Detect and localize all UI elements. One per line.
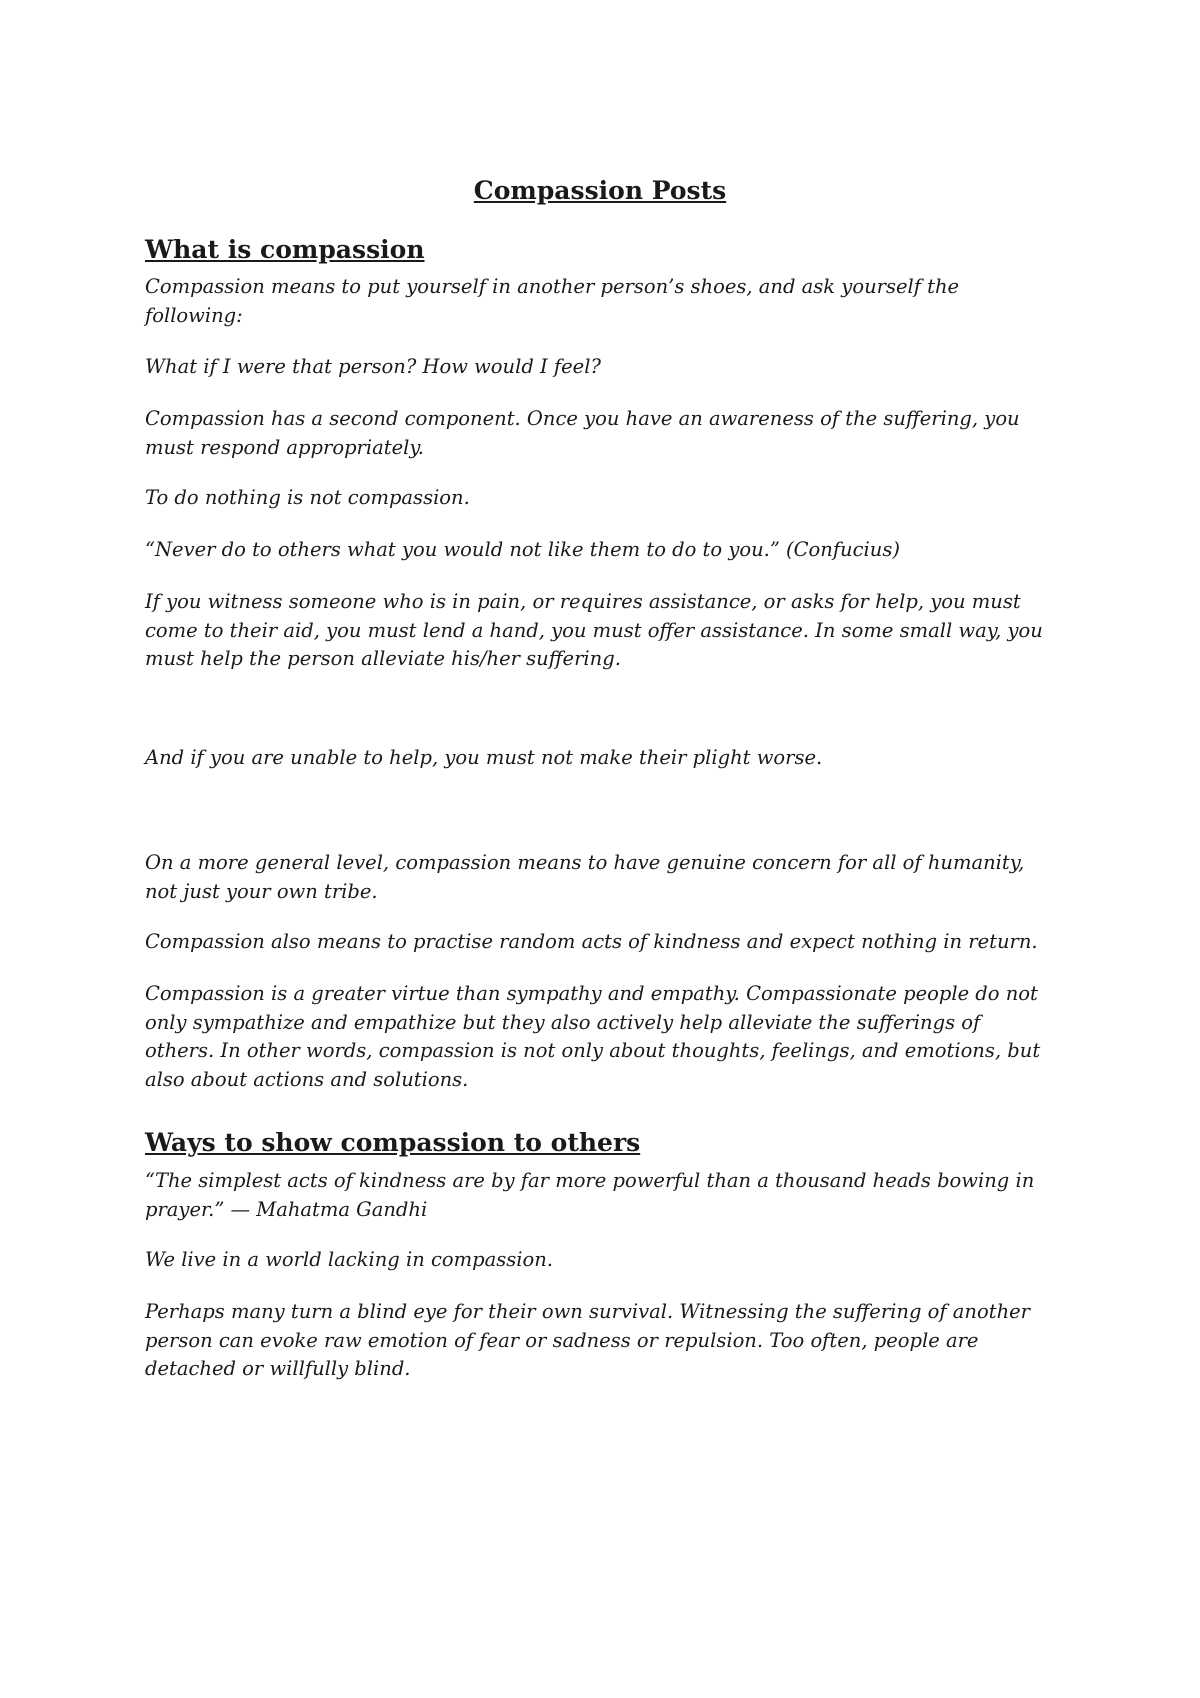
paragraph — [145, 405, 1055, 462]
paragraph-line: only sympathize and empathize but they also actively help alleviate the sufferings of — [145, 1010, 981, 1034]
paragraph — [145, 1246, 1055, 1275]
paragraph — [145, 588, 1055, 674]
paragraph-line: Compassion has a second component. Once you have an awareness of the suffering, you — [145, 407, 1020, 430]
paragraph-line: prayer.” — Mahatma Gandhi — [145, 1197, 428, 1221]
paragraph-quote-gandhi — [145, 1167, 1055, 1224]
paragraph-line: What if I were that person? How would I feel? — [145, 355, 601, 378]
paragraph — [145, 273, 1055, 330]
paragraph-line: others. In other words, compassion is not only about thoughts, feelings, and emotions, but — [145, 1039, 1041, 1062]
paragraph-line: Compassion is a greater virtue than sympathy and empathy. Compassionate people do not — [145, 982, 1038, 1005]
paragraph-line: “The simplest acts of kindness are by far more powerful than a thousand heads bowing in — [145, 1169, 1035, 1192]
paragraph — [145, 1298, 1055, 1384]
paragraph-line: Compassion means to put yourself in another person’s shoes, and ask yourself the — [145, 275, 960, 298]
paragraph-line: detached or willfully blind. — [145, 1357, 411, 1380]
paragraph-line: “Never do to others what you would not like them to do to you.” (Confucius) — [145, 538, 900, 561]
paragraph-line: On a more general level, compassion means to have genuine concern for all of humanity, — [145, 851, 1025, 874]
paragraph-quote-confucius — [145, 536, 1055, 565]
paragraph-line: come to their aid, you must lend a hand, you must offer assistance. In some small way, you — [145, 618, 1043, 642]
paragraph — [145, 353, 1055, 382]
document-title: Compassion Posts — [473, 176, 727, 205]
paragraph-line: Perhaps many turn a blind eye for their own survival. Witnessing the suffering of another — [145, 1300, 1030, 1323]
paragraph-line: not just your own tribe. — [145, 879, 378, 903]
paragraph — [145, 980, 1055, 1094]
paragraph-line: To do nothing is not compassion. — [145, 486, 470, 509]
section-heading-what-is-compassion: What is compassion — [145, 235, 425, 264]
paragraph-line: And if you are unable to help, you must not make their plight worse. — [145, 746, 823, 769]
paragraph-line: Compassion also means to practise random acts of kindness and expect nothing in return. — [145, 930, 1038, 953]
paragraph — [145, 484, 1055, 513]
paragraph-line: person can evoke raw emotion of fear or sadness or repulsion. Too often, people are — [145, 1328, 979, 1352]
paragraph — [145, 849, 1055, 906]
paragraph-line: also about actions and solutions. — [145, 1067, 469, 1091]
paragraph-line: must respond appropriately. — [145, 435, 424, 459]
paragraph-line: following: — [145, 303, 243, 327]
paragraph-line: If you witness someone who is in pain, or requires assistance, or asks for help, you must — [145, 590, 1021, 613]
paragraph — [145, 928, 1055, 957]
paragraph-line: must help the person alleviate his/her suffering. — [145, 647, 621, 670]
paragraph-line: We live in a world lacking in compassion. — [145, 1248, 553, 1271]
paragraph — [145, 744, 1055, 773]
section-heading-ways-to-show-compassion: Ways to show compassion to others — [145, 1128, 641, 1157]
